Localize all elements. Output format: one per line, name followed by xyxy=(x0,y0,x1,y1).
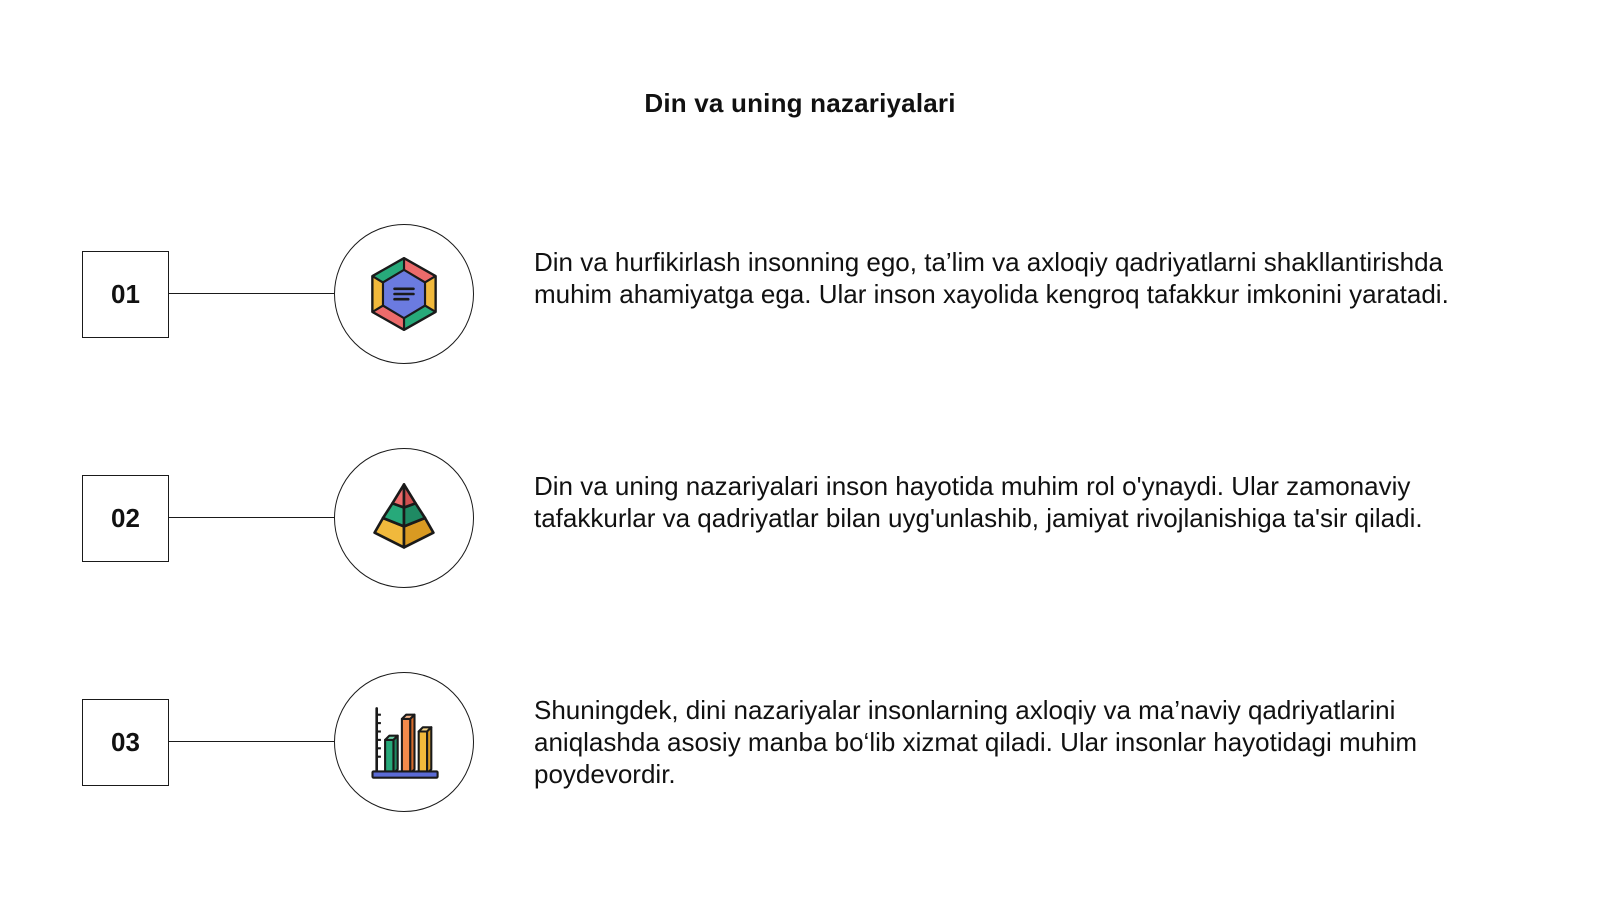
hexagon-document-icon xyxy=(362,252,446,336)
icon-circle xyxy=(334,448,474,588)
step-description: Din va hurfikirlash insonning ego, ta’lim va axloqiy qadriyatlarni shakllantirishda muhim ahamiyatga ega. Ular inson xayolida kengroq tafakkur imkonini yaratadi. xyxy=(534,247,1449,309)
icon-circle xyxy=(334,224,474,364)
connector-line xyxy=(169,741,334,742)
step-description: Shuningdek, dini nazariyalar insonlarning axloqiy va ma’naviy qadriyatlarini aniqlashda asosiy manba bo‘lib xizmat qiladi. Ular insonlar hayotidagi muhim poydevordir. xyxy=(534,695,1418,789)
step-number-box: 01 xyxy=(82,251,169,338)
pyramid-icon xyxy=(362,476,446,560)
step-number-box: 03 xyxy=(82,699,169,786)
step-description: Din va uning nazariyalari inson hayotida muhim rol o'ynaydi. Ular zamonaviy tafakkurlar va qadriyatlar bilan uyg'unlashib, jamiyat rivojlanishiga ta'sir qiladi. xyxy=(534,471,1423,533)
step-number-box: 02 xyxy=(82,475,169,562)
step-item-3 xyxy=(0,672,1600,812)
step-item-2 xyxy=(0,448,1600,588)
step-item-1 xyxy=(0,224,1600,364)
connector-line xyxy=(169,293,334,294)
slide-title: Din va uning nazariyalari xyxy=(644,88,956,118)
icon-circle xyxy=(334,672,474,812)
connector-line xyxy=(169,517,334,518)
bar-chart-icon xyxy=(362,700,446,784)
